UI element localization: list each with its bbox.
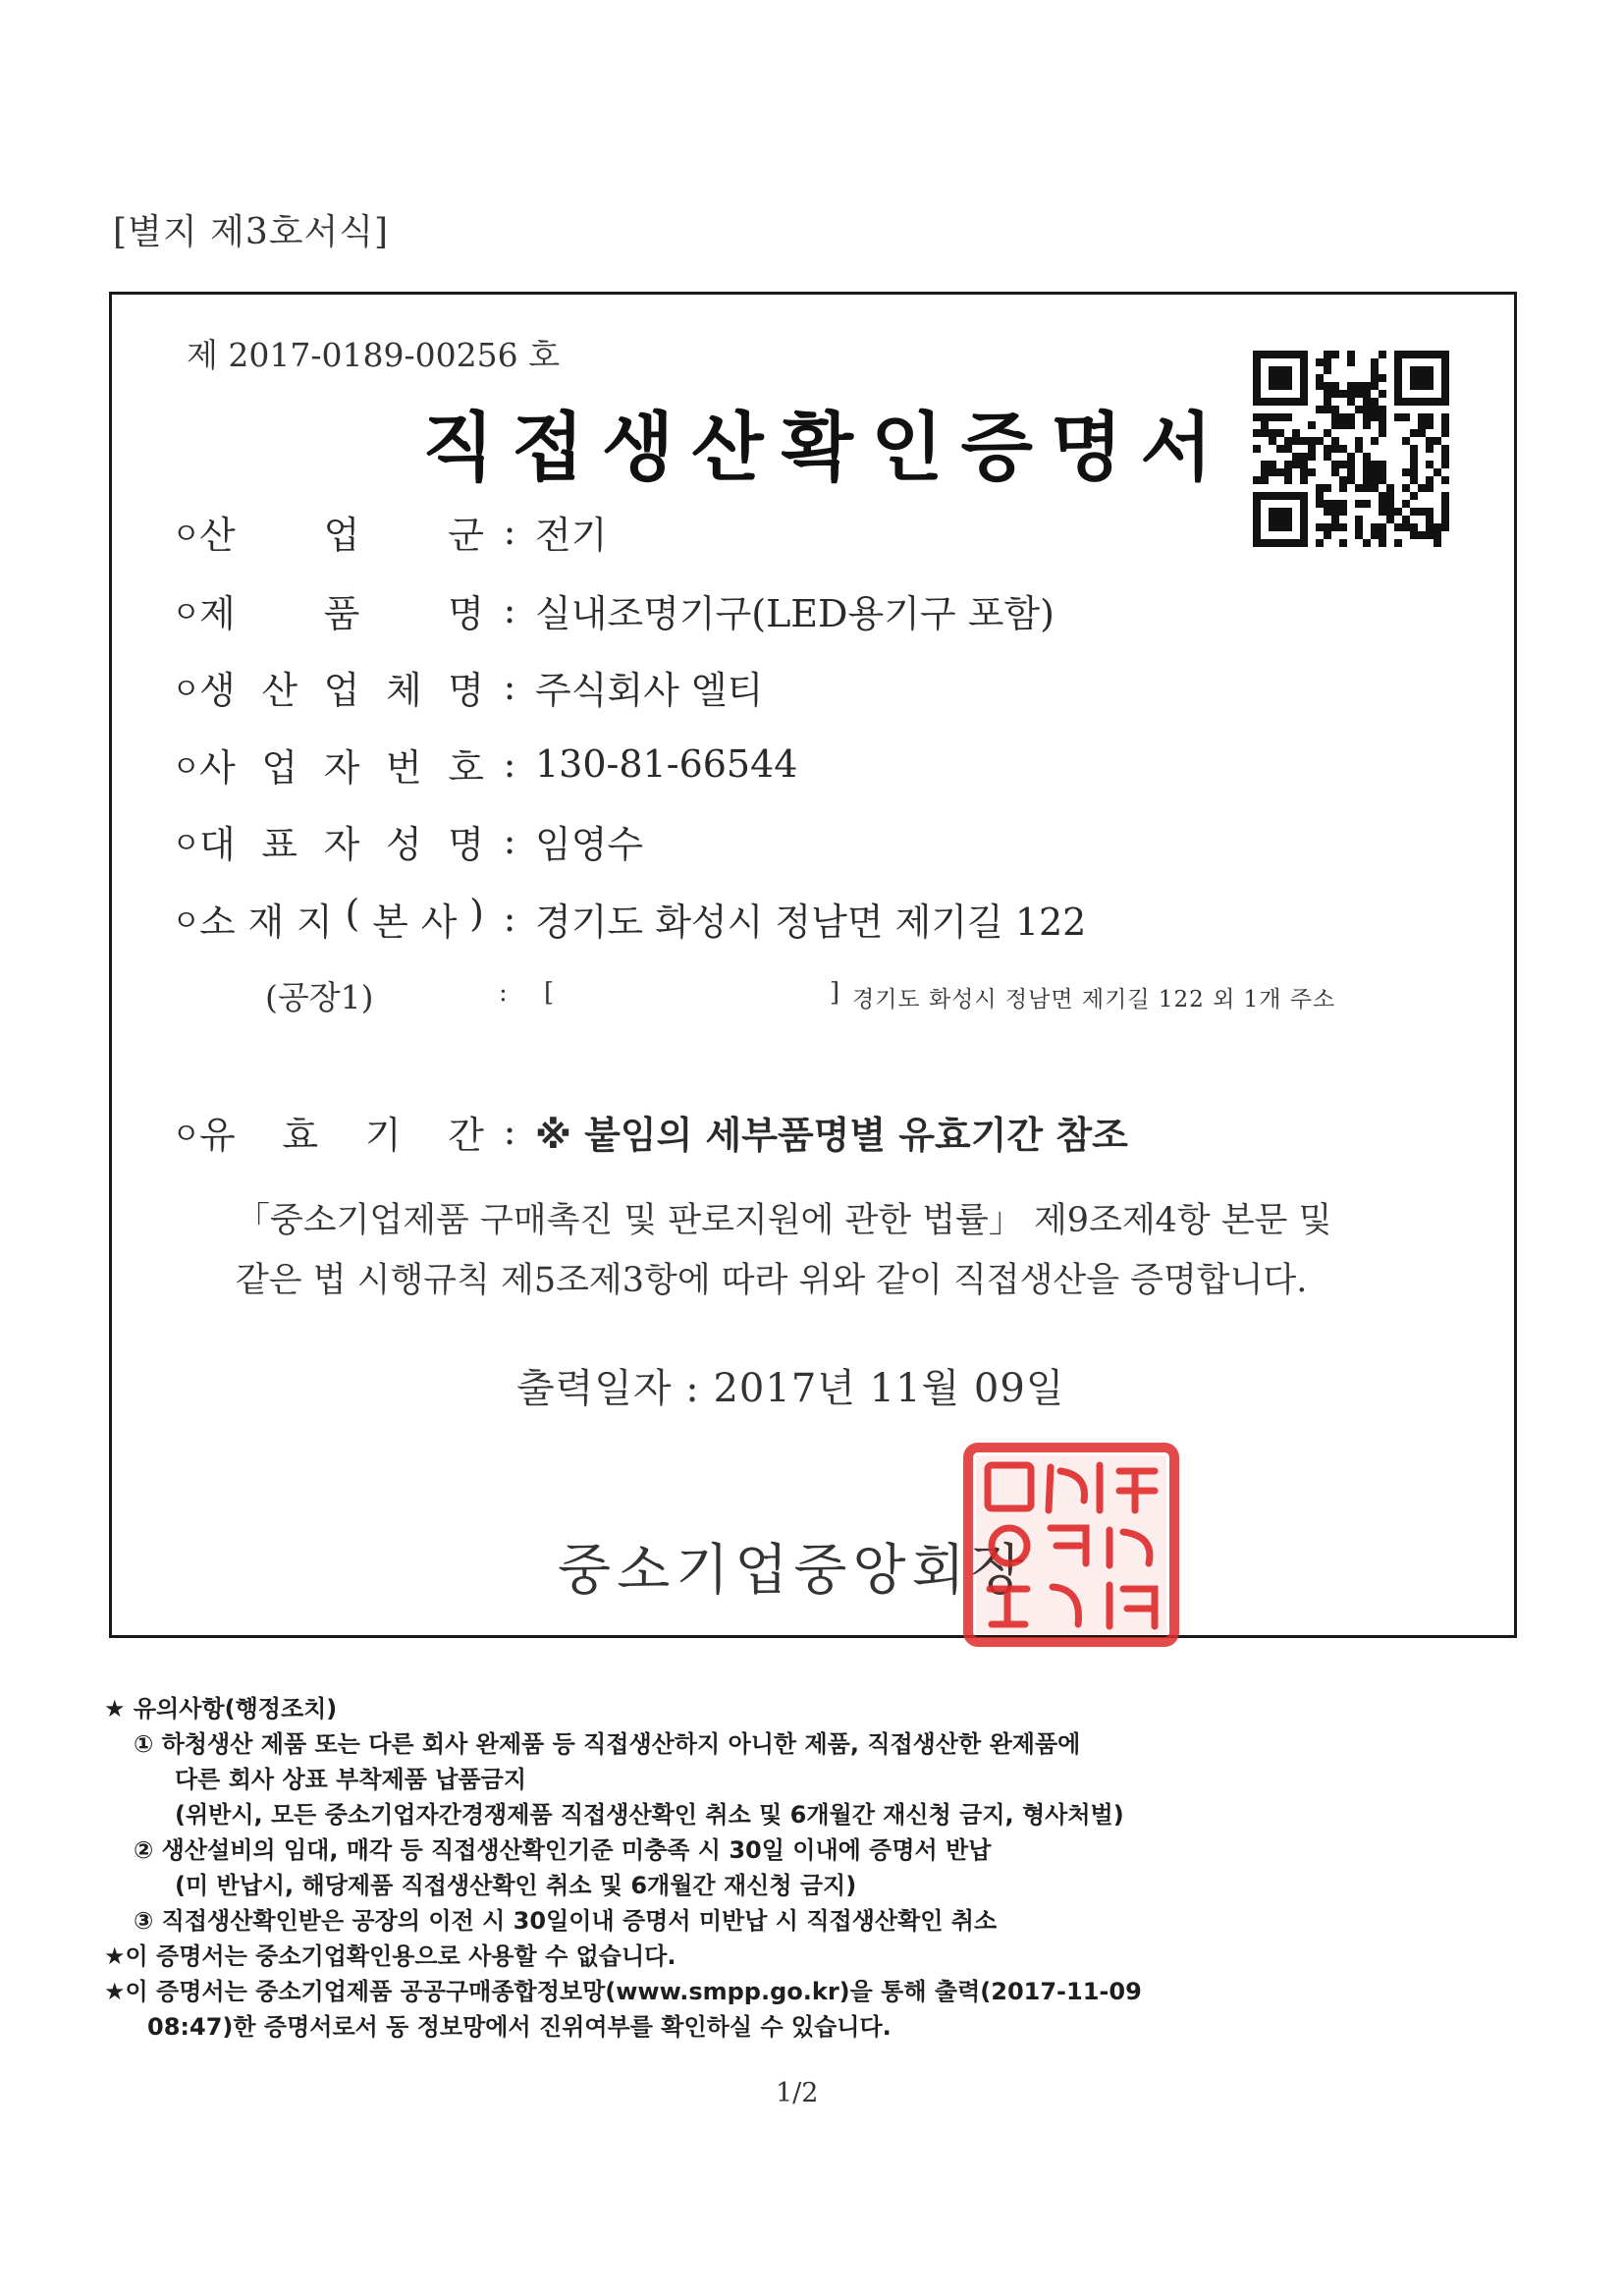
field-value: 실내조명기구(LED용기구 포함) xyxy=(535,591,1055,635)
note-item: 08:47)한 증명서로서 동 정보망에서 진위여부를 확인하실 수 있습니다. xyxy=(147,2013,892,2041)
field-value: 130-81-66544 xyxy=(535,742,798,786)
certificate-title: 직접생산확인증명서 xyxy=(422,404,1230,491)
certificate-number: 제 2017-0189-00256 호 xyxy=(187,336,560,374)
page-number: 1/2 xyxy=(776,2078,819,2108)
official-seal-icon xyxy=(962,1442,1180,1648)
bullet-icon: ㅇ xyxy=(172,827,200,861)
factory-bracket-open: [ xyxy=(544,978,555,1008)
field-row-business-number: ㅇ 사 업 자 번 호 : 130-81-66544 xyxy=(172,737,797,792)
note-item: 다른 회사 상표 부착제품 납품금지 xyxy=(175,1766,526,1793)
note-item: (미 반납시, 해당제품 직접생산확인 취소 및 6개월간 재신청 금지) xyxy=(175,1872,857,1899)
factory-colon: : xyxy=(499,978,508,1008)
bullet-icon: ㅇ xyxy=(172,1118,200,1152)
field-row-industry: ㅇ 산 업 군 : 전기 xyxy=(172,504,607,559)
field-label: 사 업 자 번 호 xyxy=(199,745,484,790)
field-value: 경기도 화성시 정남면 제기길 122 xyxy=(535,900,1087,944)
print-date: 출력일자 : 2017년 11월 09일 xyxy=(516,1366,1065,1411)
notes-section xyxy=(104,1691,1518,2045)
factory-bracket-close: ] xyxy=(830,978,840,1008)
bullet-icon: ㅇ xyxy=(172,673,200,707)
field-label: 생 산 업 체 명 xyxy=(199,668,484,712)
note-item: ② 생산설비의 임대, 매각 등 직접생산확인기준 미충족 시 30일 이내에 증명서 반납 xyxy=(134,1836,992,1864)
qr-code xyxy=(1253,351,1449,547)
field-row-validity: ㅇ 유 효 기 간 : ※ 붙임의 세부품명별 유효기간 참조 xyxy=(172,1104,1128,1159)
note-item: ★이 증명서는 중소기업확인용으로 사용할 수 없습니다. xyxy=(104,1942,676,1970)
field-label: 산 업 군 xyxy=(199,513,484,557)
factory-address: 경기도 화성시 정남면 제기길 122 외 1개 주소 xyxy=(852,987,1336,1012)
bullet-icon: ㅇ xyxy=(172,750,200,785)
notes-heading: ★ 유의사항(행정조치) xyxy=(104,1695,338,1722)
form-number: [별지 제3호서식] xyxy=(113,212,390,252)
bullet-icon: ㅇ xyxy=(172,596,200,630)
note-item: (위반시, 모든 중소기업자간경쟁제품 직접생산확인 취소 및 6개월간 재신청 금지, 형사처벌) xyxy=(175,1801,1124,1829)
field-row-company: ㅇ 생 산 업 체 명 : 주식회사 엘티 xyxy=(172,659,763,714)
validity-value: ※ 붙임의 세부품명별 유효기간 참조 xyxy=(535,1113,1128,1157)
field-label: 대 표 자 성 명 xyxy=(199,822,484,866)
field-label: 제 품 명 xyxy=(199,591,484,635)
field-row-product: ㅇ 제 품 명 : 실내조명기구(LED용기구 포함) xyxy=(172,582,1055,637)
bullet-icon: ㅇ xyxy=(172,518,200,552)
factory-label: (공장1) xyxy=(265,978,374,1016)
field-value: 주식회사 엘티 xyxy=(535,668,764,712)
note-item: ① 하청생산 제품 또는 다른 회사 완제품 등 직접생산하지 아니한 제품, 직접생산한 완제품에 xyxy=(134,1730,1081,1758)
field-label: 소 재 지 ( 본 사 ) xyxy=(199,891,484,944)
issuer-name: 중소기업중앙회장 xyxy=(558,1539,1030,1603)
note-item: ★이 증명서는 중소기업제품 공공구매종합정보망(www.smpp.go.kr)을 통해 출력(2017-11-09 xyxy=(104,1978,1142,2005)
field-label: 유 효 기 간 xyxy=(199,1113,484,1157)
law-text-line-2: 같은 법 시행규칙 제5조제3항에 따라 위와 같이 직접생산을 증명합니다. xyxy=(236,1261,1308,1300)
field-value: 임영수 xyxy=(535,822,644,866)
law-text-line-1: 「중소기업제품 구매촉진 및 판로지원에 관한 법률」 제9조제4항 본문 및 xyxy=(236,1201,1332,1240)
field-row-representative: ㅇ 대 표 자 성 명 : 임영수 xyxy=(172,813,643,868)
bullet-icon: ㅇ xyxy=(172,904,200,939)
field-row-address: ㅇ 소 재 지 ( 본 사 ) : 경기도 화성시 정남면 제기길 122 xyxy=(172,891,1087,944)
note-item: ③ 직접생산확인받은 공장의 이전 시 30일이내 증명서 미반납 시 직접생산확인 취소 xyxy=(134,1907,998,1935)
field-value: 전기 xyxy=(535,513,608,557)
